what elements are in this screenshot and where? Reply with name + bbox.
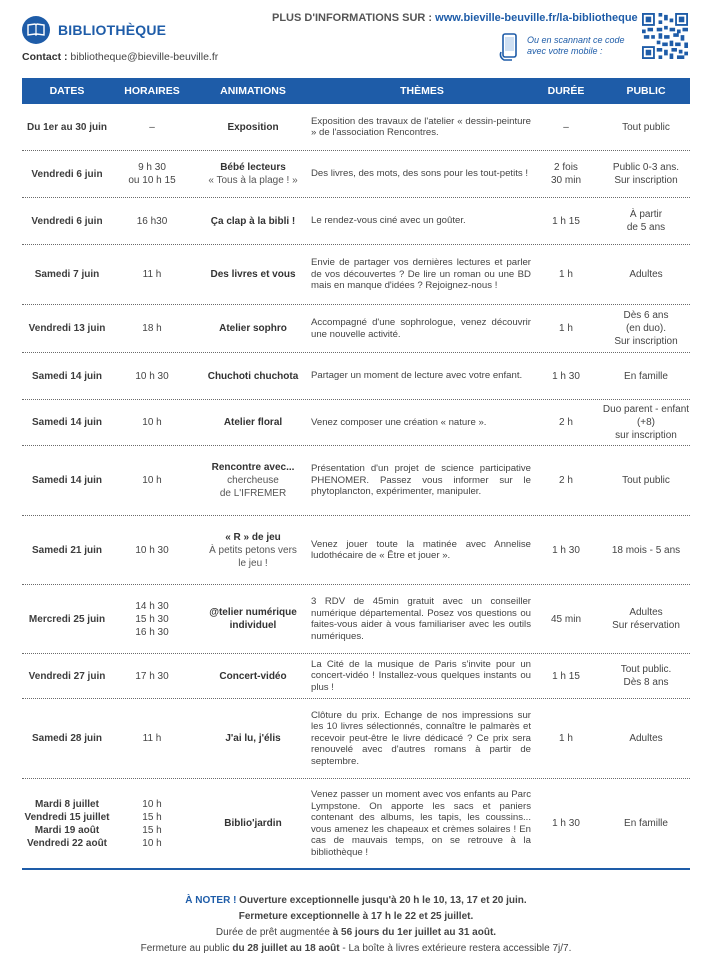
table-header — [22, 78, 690, 104]
duration-cell: 1 h — [559, 733, 573, 744]
table-row — [22, 516, 690, 585]
duration-cell: 1 h 15 — [552, 670, 580, 682]
animation-subtitle: chercheuse de L'IFREMER — [219, 475, 287, 499]
duration-cell: 2 h — [559, 475, 573, 486]
date-cell: Du 1er au 30 juin — [26, 121, 108, 133]
theme-cell: Venez composer une création « nature ». — [311, 416, 487, 428]
duration-cell: 1 h — [559, 269, 573, 280]
public-cell: Adultes Sur réservation — [612, 607, 680, 631]
column-header-animations: ANIMATIONS — [220, 85, 286, 97]
animation-cell — [194, 446, 312, 515]
date-cell: Samedi 21 juin — [31, 544, 103, 556]
theme-cell: Partager un moment de lecture avec votre enfant. — [311, 370, 523, 382]
animation-title: Atelier floral — [223, 417, 283, 428]
duration-cell: 1 h 30 — [552, 544, 580, 556]
duration-cell: 45 min — [550, 613, 581, 625]
note-public-a: Fermeture au public — [140, 943, 233, 954]
time-cell: 11 h — [142, 733, 162, 744]
animation-cell — [194, 151, 312, 197]
duration-cell: 1 h 30 — [552, 818, 580, 829]
library-logo — [22, 16, 166, 44]
time-cell: – — [149, 121, 155, 133]
note-line-1 — [22, 893, 690, 909]
date-cell: Vendredi 27 juin — [28, 670, 106, 682]
contact-email[interactable]: bibliotheque@bieville-beuville.fr — [70, 51, 219, 63]
more-info-link[interactable]: www.bieville-beuville.fr/la-bibliotheque — [435, 12, 638, 24]
duration-cell: 2 fois 30 min — [550, 162, 581, 186]
animation-title: @telier numérique individuel — [209, 607, 297, 631]
animation-title: Exposition — [227, 121, 279, 133]
animation-cell — [194, 699, 312, 778]
animation-title: Chuchoti chuchota — [207, 370, 299, 382]
page-title: BIBLIOTHÈQUE — [58, 22, 167, 38]
column-header-duree: DURÉE — [547, 85, 585, 97]
contact-line — [22, 51, 218, 63]
duration-cell: 2 h — [559, 417, 573, 428]
time-cell: 17 h 30 — [135, 670, 169, 682]
date-cell: Vendredi 6 juin — [31, 168, 103, 180]
phone-icon — [499, 32, 521, 62]
contact-label: Contact : — [22, 51, 68, 63]
time-cell: 10 h — [142, 417, 162, 428]
animation-cell — [194, 104, 312, 150]
table-row — [22, 353, 690, 400]
animation-title: Concert-vidéo — [219, 670, 287, 682]
duration-cell: 1 h — [559, 323, 573, 334]
animation-title: Rencontre avec... — [211, 462, 295, 473]
date-cell: Samedi 7 juin — [34, 269, 100, 280]
date-cell: Samedi 14 juin — [31, 475, 103, 486]
date-cell: Mercredi 25 juin — [28, 613, 106, 625]
page-header — [0, 0, 706, 76]
table-row — [22, 585, 690, 654]
theme-cell: Des livres, des mots, des sons pour les tout-petits ! — [311, 168, 529, 180]
date-cell: Samedi 14 juin — [31, 417, 103, 428]
table-row — [22, 699, 690, 779]
animation-cell — [194, 654, 312, 698]
time-cell: 16 h30 — [136, 215, 168, 227]
public-cell: Adultes — [629, 269, 663, 280]
qr-code-icon[interactable] — [642, 13, 688, 59]
date-cell: Vendredi 13 juin — [28, 323, 106, 334]
time-cell: 10 h 30 — [135, 370, 169, 382]
theme-cell: Venez jouer toute la matinée avec Annelise ludothécaire de « Être et jouer ». — [311, 538, 531, 561]
theme-cell: La Cité de la musique de Paris s'invite pour un concert-vidéo ! Installez-vous quelques instants ou plus ! — [311, 658, 531, 693]
more-info — [272, 12, 638, 24]
note-closing: Fermeture exceptionnelle à 17 h le 22 et 25 juillet. — [238, 911, 474, 922]
time-cell: 18 h — [142, 323, 162, 334]
date-cell: Mardi 8 juillet Vendredi 15 juillet Mardi 19 août Vendredi 22 août — [24, 798, 110, 849]
theme-cell: Accompagné d'une sophrologue, venez découvrir une nouvelle activité. — [311, 317, 531, 340]
column-header-public: PUBLIC — [626, 85, 666, 97]
theme-cell: Exposition des travaux de l'atelier « dessin-peinture » de l'association Rencontres. — [311, 115, 531, 138]
date-cell: Samedi 28 juin — [31, 733, 103, 744]
table-row — [22, 305, 690, 353]
date-cell: Vendredi 6 juin — [31, 215, 103, 227]
public-cell: Tout public — [622, 121, 670, 133]
theme-cell: Venez passer un moment avec vos enfants au Parc Lympstone. On apporte les sacs et paniers contenant des albums, les tapis, les coussins... vous amenez les chapeaux et crèmes solaires ! En cas de mauvais temps, on se retrouve à la bibliothèque ! — [311, 789, 531, 858]
more-info-label: PLUS D'INFORMATIONS SUR : — [272, 12, 433, 24]
public-cell: 18 mois - 5 ans — [611, 544, 681, 556]
animation-title: Ça clap à la bibli ! — [210, 215, 296, 227]
public-cell: Adultes — [629, 733, 663, 744]
animation-title: Des livres et vous — [210, 269, 296, 280]
table-row — [22, 779, 690, 868]
public-cell: En famille — [624, 818, 668, 829]
time-cell: 14 h 30 15 h 30 16 h 30 — [135, 600, 169, 638]
column-header-horaires: HORAIRES — [124, 85, 180, 97]
note-highlight: À NOTER ! — [185, 895, 237, 906]
table-row — [22, 151, 690, 198]
note-public-b: du 28 juillet au 18 août — [232, 943, 340, 954]
theme-cell: Présentation d'un projet de science participative PHENOMER. Passez vous informer sur le phytoplancton, expérimenter, manipuler. — [311, 463, 531, 498]
animation-title: « R » de jeu — [225, 531, 281, 543]
note-line-2 — [22, 909, 690, 925]
animation-title: Biblio'jardin — [224, 818, 282, 829]
animation-title: Atelier sophro — [219, 323, 287, 334]
public-cell: Duo parent - enfant (+8) sur inscription — [602, 404, 690, 441]
scan-text: Ou en scannant ce code avec votre mobile : — [527, 35, 625, 56]
animation-cell — [194, 516, 312, 584]
animation-cell — [194, 779, 312, 868]
duration-cell: 1 h 15 — [552, 215, 580, 227]
animation-title: Bébé lecteurs — [220, 162, 286, 173]
note-line-4 — [22, 941, 690, 957]
animation-cell — [194, 305, 312, 352]
table-row — [22, 198, 690, 245]
table-row — [22, 446, 690, 516]
table-row — [22, 400, 690, 446]
time-cell: 9 h 30 ou 10 h 15 — [128, 162, 176, 186]
time-cell: 10 h — [142, 475, 162, 486]
column-header-themes: THÈMES — [400, 85, 444, 97]
animation-subtitle: À petits petons vers le jeu ! — [209, 544, 297, 569]
theme-cell: Clôture du prix. Echange de nos impressions sur les 10 livres sélectionnés, connaître le palmarès et recevoir peut-être le livre dédicacé ? Ce prix sera renouvelé avec d'autres romans à partir de septembre. — [311, 709, 531, 767]
animation-subtitle: « Tous à la plage ! » — [208, 175, 298, 186]
theme-cell: Le rendez-vous ciné avec un goûter. — [311, 215, 466, 227]
table-row — [22, 245, 690, 305]
note-loan-a: Durée de prêt augmentée — [215, 927, 333, 938]
public-cell: Public 0-3 ans. Sur inscription — [612, 162, 680, 186]
public-cell: En famille — [624, 370, 668, 382]
animation-cell — [194, 353, 312, 399]
note-line-3 — [22, 925, 690, 941]
animation-cell — [194, 400, 312, 445]
time-cell: 11 h — [142, 269, 162, 280]
duration-cell: – — [563, 121, 569, 133]
notes-block — [22, 893, 690, 957]
duration-cell: 1 h 30 — [552, 370, 580, 382]
animation-title: J'ai lu, j'élis — [225, 733, 281, 744]
bottom-divider — [22, 868, 690, 870]
column-header-dates: DATES — [49, 85, 85, 97]
public-cell: Tout public — [622, 475, 670, 486]
note-opening: Ouverture exceptionnelle jusqu'à 20 h le 10, 13, 17 et 20 juin. — [236, 895, 527, 906]
note-loan-b: à 56 jours du 1er juillet au 31 août. — [332, 927, 497, 938]
public-cell: Tout public. Dès 8 ans — [620, 664, 672, 688]
time-cell: 10 h 15 h 15 h 10 h — [142, 798, 162, 849]
date-cell: Samedi 14 juin — [31, 370, 103, 382]
animation-cell — [194, 585, 312, 653]
animation-cell — [194, 245, 312, 304]
table-row — [22, 654, 690, 699]
theme-cell: 3 RDV de 45min gratuit avec un conseiller numérique départemental. Posez vos questions ou faites-vous aider à vous familiariser avec les outils numériques. — [311, 596, 531, 642]
public-cell: Dès 6 ans (en duo). Sur inscription — [614, 310, 678, 347]
public-cell: À partir de 5 ans — [626, 209, 666, 233]
note-public-c: - La boîte à livres extérieure restera accessible 7j/7. — [339, 943, 572, 954]
book-icon — [22, 16, 50, 44]
table-row — [22, 104, 690, 151]
time-cell: 10 h 30 — [135, 544, 169, 556]
theme-cell: Envie de partager vos dernières lectures et parler de vos découvertes ? De lire un roman ou une BD mais en manque d'idées ? Rejoignez-nous ! — [311, 257, 531, 292]
animation-cell — [194, 198, 312, 244]
